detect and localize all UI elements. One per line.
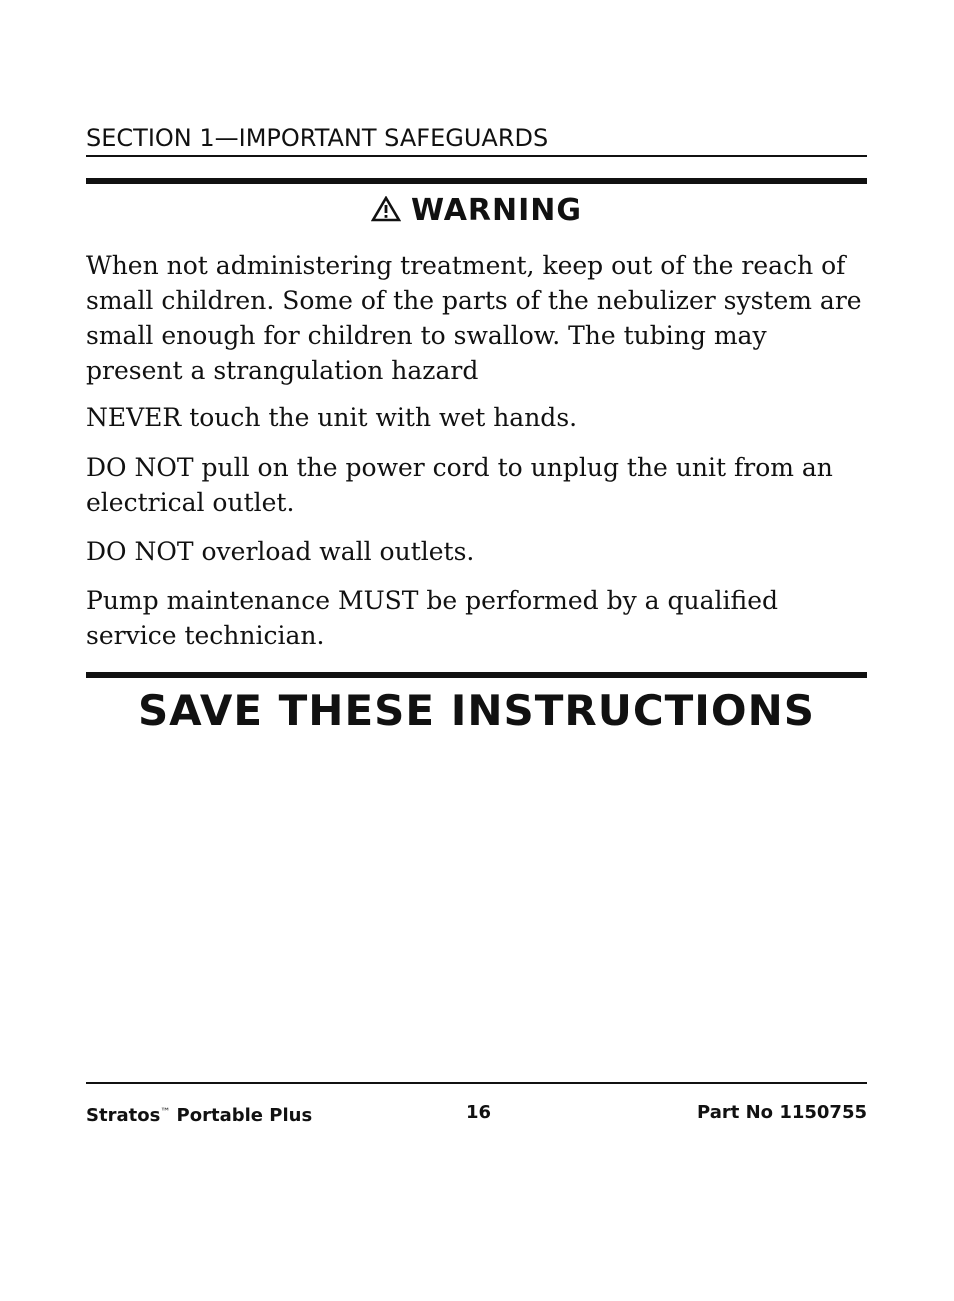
- manual-page: [86, 0, 867, 1301]
- page-footer: [86, 1100, 867, 1126]
- footer-part-number: Part No 1150755: [697, 1102, 867, 1123]
- warning-paragraph-power-cord: DO NOT pull on the power cord to unplug the unit from an electrical outlet.: [86, 453, 833, 517]
- trademark-symbol: ™: [160, 1107, 171, 1118]
- footer-page-number: 16: [466, 1102, 492, 1123]
- header-divider: [86, 155, 867, 157]
- footer-product-brand: Stratos: [86, 1105, 161, 1126]
- warning-heading: [86, 192, 867, 230]
- warning-paragraph-maintenance: Pump maintenance MUST be performed by a qualified service technician.: [86, 586, 778, 650]
- footer-product-name: [86, 1100, 312, 1129]
- warning-paragraph-wet-hands: NEVER touch the unit with wet hands.: [86, 403, 578, 432]
- save-instructions-title: SAVE THESE INSTRUCTIONS: [137, 686, 816, 735]
- warning-heading-text: WARNING: [410, 193, 583, 228]
- warning-bottom-rule: [86, 672, 867, 678]
- footer-divider: [86, 1082, 867, 1084]
- warning-triangle-icon: [371, 194, 401, 220]
- warning-paragraph-outlets: DO NOT overload wall outlets.: [86, 537, 475, 566]
- section-header: SECTION 1—IMPORTANT SAFEGUARDS: [86, 124, 549, 152]
- warning-top-rule: [86, 178, 867, 184]
- warning-paragraph-children: When not administering treatment, keep out of the reach of small children. Some of the parts of the nebulizer system are small enough for children to swallow. The tubing may present a strangulation hazard: [86, 251, 862, 385]
- footer-product-suffix: Portable Plus: [170, 1105, 313, 1126]
